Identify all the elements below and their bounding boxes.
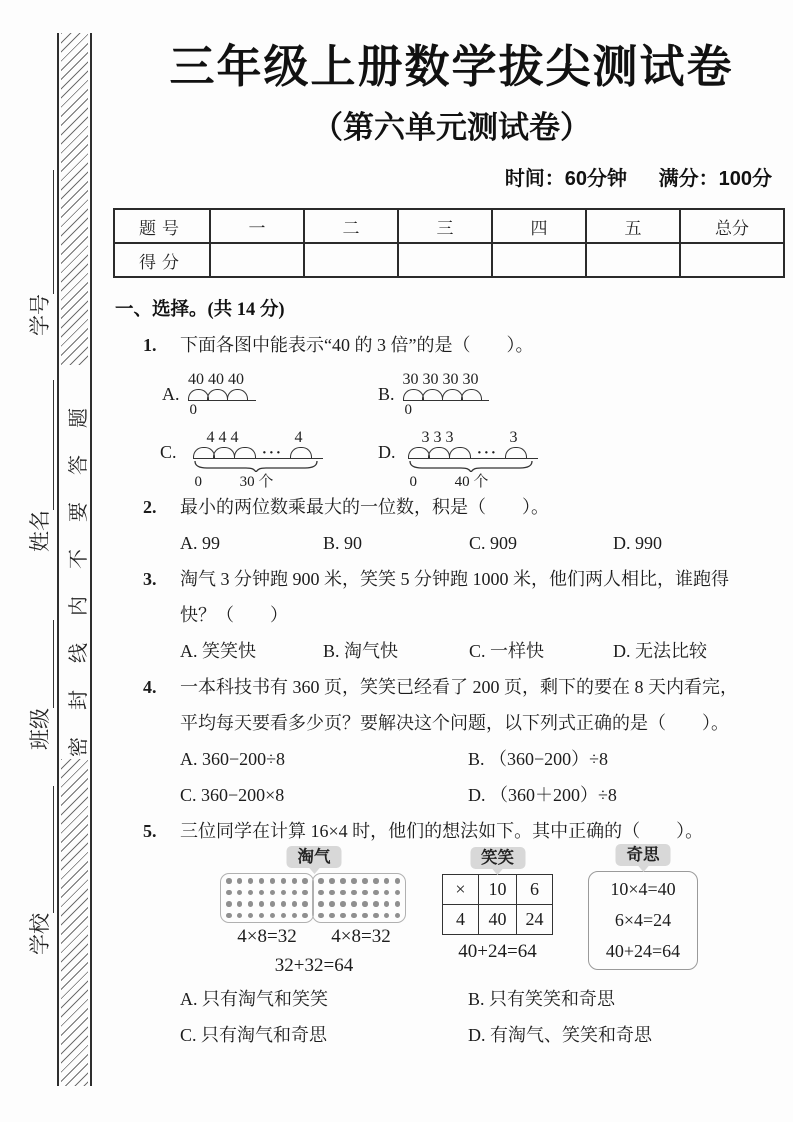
number-line [408, 446, 538, 459]
dot [226, 878, 232, 884]
dot-grid-left [220, 873, 314, 923]
origin-label: 0 [189, 402, 197, 418]
xx-cell: 10 [479, 875, 517, 905]
numberline-d [408, 429, 538, 491]
score-header-cell: 五 [586, 209, 680, 243]
dot [226, 890, 232, 896]
score-header-cell: 二 [304, 209, 398, 243]
paper-content [113, 0, 790, 1053]
q1-option-c-diagram [160, 429, 323, 491]
line-tail [526, 457, 538, 458]
dot [373, 913, 379, 919]
question-5 [113, 813, 790, 849]
score-table-score-row [114, 243, 784, 277]
dot [226, 913, 232, 919]
origin-label: 0 [409, 474, 417, 490]
score-table [113, 208, 785, 278]
xiaoxiao-table [442, 874, 553, 935]
dot [281, 878, 287, 884]
hatch-pattern-bottom [61, 759, 88, 1086]
dot [351, 901, 357, 907]
q5-option-b: B. 只有笑笑和奇思 [468, 989, 616, 1009]
seal-text: 密封线内不要答题 [68, 381, 90, 757]
arc-values: 40 40 40 [188, 371, 244, 388]
score-cell [586, 243, 680, 277]
dot [270, 878, 276, 884]
arc [207, 389, 228, 400]
numberline-b [403, 371, 489, 419]
qisi-eq-2: 6×4=24 [614, 910, 672, 930]
hatch-pattern-top [61, 33, 88, 365]
dot [248, 913, 254, 919]
score-cell [680, 243, 784, 277]
question-2-text: 最小的两位数乘最大的一位数，积是（ ）。 [180, 497, 549, 517]
score-cell [398, 243, 492, 277]
dot-row [226, 878, 308, 884]
arc [234, 447, 256, 458]
number-line [403, 388, 489, 401]
question-4-number: 4. [143, 677, 157, 697]
field-name-blank [30, 380, 54, 510]
dot [373, 878, 379, 884]
dot [248, 878, 254, 884]
line-tail [481, 399, 489, 400]
dot [292, 890, 298, 896]
dot [302, 901, 308, 907]
arc [428, 447, 450, 458]
question-3-text-line2: 快？（ ） [180, 605, 288, 625]
dot [302, 878, 308, 884]
origin-label: 0 [194, 474, 203, 490]
dot [292, 913, 298, 919]
q3-option-d: D. 无法比较 [613, 641, 707, 661]
xx-cell: 6 [517, 875, 553, 905]
field-student-number [24, 170, 54, 336]
dot [237, 913, 243, 919]
q1-option-b-letter: B. [378, 384, 395, 404]
nums-gap [253, 429, 289, 446]
time-limit: 时间：60分钟 [504, 168, 628, 190]
sidebar-fields [24, 155, 54, 955]
arc [422, 389, 443, 400]
q2-option-b: B. 90 [323, 533, 363, 553]
score-header-cell: 题号 [114, 209, 210, 243]
field-class-label: 班级 [28, 708, 52, 750]
count-label: 40 个 [454, 474, 489, 490]
dot [259, 890, 265, 896]
dot [340, 913, 346, 919]
field-school-blank [30, 786, 54, 913]
qisi-name-tag: 奇思 [616, 844, 671, 866]
dot [340, 890, 346, 896]
q4-option-b: B. （360−200）÷8 [468, 749, 609, 769]
dot [226, 901, 232, 907]
score-header-cell: 总分 [680, 209, 784, 243]
question-1 [113, 327, 790, 363]
field-class [24, 620, 54, 750]
arc [403, 389, 424, 400]
exam-meta [113, 162, 790, 191]
arc [442, 389, 463, 400]
question-3-options [113, 633, 790, 669]
question-1-figure [113, 365, 790, 489]
question-2 [113, 489, 790, 525]
q5-option-d: D. 有淘气、笑笑和奇思 [468, 1025, 652, 1045]
question-3 [113, 561, 790, 633]
q5-option-c: C. 只有淘气和奇思 [180, 1025, 328, 1045]
dot [248, 890, 254, 896]
taoqi-name-tag: 淘气 [287, 846, 342, 868]
dot [373, 901, 379, 907]
score-header-cell: 三 [398, 209, 492, 243]
dot [259, 913, 265, 919]
count-label: 30 个 [239, 474, 274, 490]
question-4-text-line1: 一本科技书有 360 页，笑笑已经看了 200 页，剩下的要在 8 天内看完， [180, 677, 738, 697]
xiaoxiao-name-tag: 笑笑 [470, 847, 525, 869]
xx-cell: 24 [517, 905, 553, 935]
question-5-number: 5. [143, 821, 157, 841]
numberline-a [188, 371, 257, 419]
taoqi-panel [220, 847, 408, 977]
taoqi-eq-left: 4×8=32 [237, 926, 297, 947]
ellipsis-dots: ··· [476, 445, 498, 461]
arc-values: 3 3 3 [421, 429, 454, 446]
dot [270, 890, 276, 896]
field-school [24, 786, 54, 955]
q4-option-d: D. （360＋200）÷8 [468, 785, 617, 805]
dot [384, 913, 390, 919]
dot [237, 901, 243, 907]
dot [270, 913, 276, 919]
dot-row [318, 913, 400, 919]
question-4 [113, 669, 790, 741]
arc-value-last: 3 [509, 429, 518, 446]
brace [193, 460, 319, 472]
q2-option-a: A. 99 [180, 533, 220, 553]
xx-cell-op: × [443, 875, 479, 905]
arc [408, 447, 430, 458]
score-header-cell: 一 [210, 209, 304, 243]
dot [395, 890, 401, 896]
dot [318, 901, 324, 907]
ellipsis-dots: ··· [261, 445, 283, 461]
dot [329, 890, 335, 896]
q2-option-c: C. 909 [469, 533, 518, 553]
dot [318, 878, 324, 884]
dot [340, 878, 346, 884]
q3-option-b: B. 淘气快 [323, 641, 399, 661]
qisi-panel [588, 845, 698, 970]
score-cell [304, 243, 398, 277]
arc [213, 447, 235, 458]
field-student-number-label: 学号 [28, 294, 52, 336]
dot [270, 901, 276, 907]
q1-option-c-letter: C. [160, 442, 177, 462]
brace [408, 460, 534, 472]
q1-option-a-letter: A. [162, 384, 180, 404]
dot [340, 901, 346, 907]
q1-option-d-diagram [378, 429, 538, 491]
dot [384, 901, 390, 907]
dot-grid-right [312, 873, 406, 923]
dot [281, 913, 287, 919]
dot [237, 878, 243, 884]
dot [259, 901, 265, 907]
full-score: 满分：100分 [658, 168, 772, 190]
dot [302, 913, 308, 919]
question-4-options-row1 [113, 741, 790, 777]
dot [351, 913, 357, 919]
score-row-label: 得分 [114, 243, 210, 277]
number-line [193, 446, 323, 459]
arc [290, 447, 312, 458]
question-5-text: 三位同学在计算 16×4 时，他们的想法如下。其中正确的（ ）。 [180, 821, 704, 841]
nums-gap [468, 429, 504, 446]
dot [395, 901, 401, 907]
arc [193, 447, 215, 458]
page-title: 三年级上册数学拔尖测试卷 [169, 41, 734, 92]
xiaoxiao-panel [442, 848, 553, 963]
dot-row [226, 913, 308, 919]
origin-label: 0 [404, 402, 413, 418]
dot [351, 890, 357, 896]
field-student-number-blank [30, 170, 54, 294]
dot-row [318, 901, 400, 907]
score-table-header-row [114, 209, 784, 243]
line-tail [311, 457, 323, 458]
field-school-label: 学校 [28, 913, 52, 955]
question-3-text-line1: 淘气 3 分钟跑 900 米，笑笑 5 分钟跑 1000 米，他们两人相比，谁跑得 [180, 569, 729, 589]
xx-cell: 4 [443, 905, 479, 935]
line-tail [246, 399, 256, 400]
dot [318, 890, 324, 896]
arc-values: 30 30 30 30 [402, 371, 479, 388]
dot [281, 890, 287, 896]
seal-strip [57, 33, 92, 1086]
question-2-options [113, 525, 790, 561]
dot [237, 890, 243, 896]
dot [351, 878, 357, 884]
question-1-text: 下面各图中能表示“40 的 3 倍”的是（ ）。 [180, 335, 534, 355]
taoqi-sum: 32+32=64 [274, 955, 354, 976]
field-name-label: 姓名 [28, 510, 52, 552]
dot-row [226, 890, 308, 896]
dot [329, 913, 335, 919]
score-cell [210, 243, 304, 277]
dot [292, 878, 298, 884]
xx-cell: 40 [479, 905, 517, 935]
page-subtitle: （第六单元测试卷） [312, 110, 591, 145]
arc [449, 447, 471, 458]
score-header-cell: 四 [492, 209, 586, 243]
dot [302, 890, 308, 896]
qisi-eq-1: 10×4=40 [610, 879, 676, 899]
q3-option-c: C. 一样快 [469, 641, 545, 661]
q2-option-d: D. 990 [613, 533, 662, 553]
dot [395, 878, 401, 884]
dot [384, 890, 390, 896]
qisi-box [588, 871, 698, 970]
arc [461, 389, 482, 400]
dot-row [226, 901, 308, 907]
dot-boxes [220, 873, 408, 923]
question-4-options-row2 [113, 777, 790, 813]
question-1-number: 1. [143, 335, 157, 355]
question-3-number: 3. [143, 569, 157, 589]
q4-option-a: A. 360−200÷8 [180, 749, 286, 769]
question-5-options-row2 [113, 1017, 790, 1053]
field-name [24, 380, 54, 552]
dot-row [318, 890, 400, 896]
dot [362, 901, 368, 907]
q4-option-c: C. 360−200×8 [180, 785, 285, 805]
section-heading: 一、选择。(共 14 分) [115, 300, 285, 320]
dot [259, 878, 265, 884]
dot [281, 901, 287, 907]
field-class-blank [30, 620, 54, 708]
dot [362, 890, 368, 896]
number-line [188, 388, 257, 401]
question-4-text-line2: 平均每天要看多少页？要解决这个问题，以下列式正确的是（ ）。 [180, 713, 729, 733]
score-cell [492, 243, 586, 277]
taoqi-eq-right: 4×8=32 [331, 926, 391, 947]
dot [362, 878, 368, 884]
arc [227, 389, 248, 400]
question-2-number: 2. [143, 497, 157, 517]
qisi-eq-3: 40+24=64 [605, 941, 681, 961]
q3-option-a: A. 笑笑快 [180, 641, 256, 661]
dot [329, 878, 335, 884]
arc-value-last: 4 [294, 429, 303, 446]
q1-option-a-diagram [162, 371, 256, 419]
dot [329, 901, 335, 907]
arc [188, 389, 209, 400]
numberline-c [193, 429, 323, 491]
dot [318, 913, 324, 919]
dot-row [318, 878, 400, 884]
dot [362, 913, 368, 919]
xiaoxiao-sum: 40+24=64 [458, 941, 537, 962]
q1-option-d-letter: D. [378, 442, 396, 462]
arc-values: 4 4 4 [206, 429, 239, 446]
dot [373, 890, 379, 896]
taoqi-equations [220, 926, 408, 948]
question-5-options-row1 [113, 981, 790, 1017]
arc [505, 447, 527, 458]
dot [248, 901, 254, 907]
question-5-figure [113, 845, 790, 981]
q5-option-a: A. 只有淘气和笑笑 [180, 989, 328, 1009]
dot [395, 913, 401, 919]
q1-option-b-diagram [378, 371, 489, 419]
dot [384, 878, 390, 884]
dot [292, 901, 298, 907]
